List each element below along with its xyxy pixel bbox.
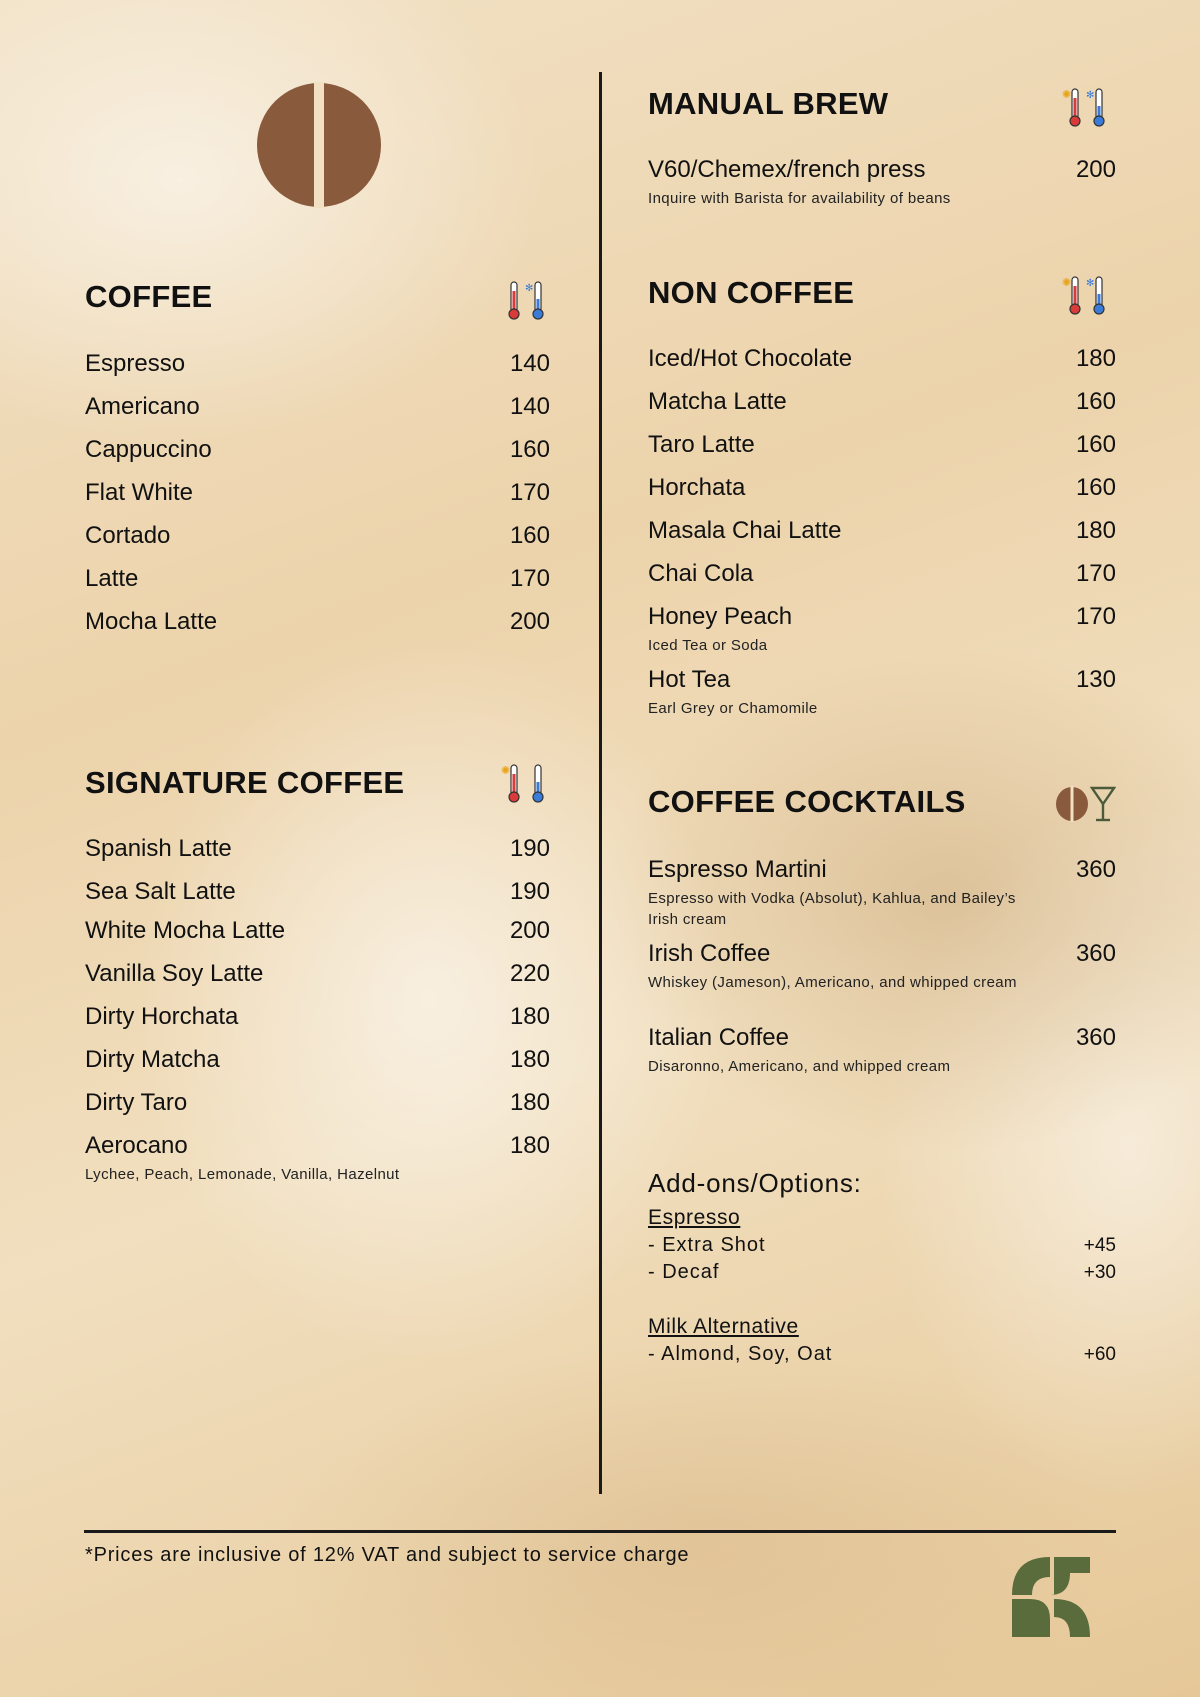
- menu-item: [85, 835, 550, 863]
- menu-item: [85, 1046, 550, 1074]
- menu-item-price: 160: [509, 522, 550, 549]
- menu-item-name: Matcha Latte: [648, 388, 787, 415]
- menu-item-name: Vanilla Soy Latte: [85, 960, 264, 987]
- addon-item-name: - Extra Shot: [648, 1234, 766, 1256]
- svg-text:✺: ✺: [1062, 88, 1072, 101]
- menu-item: [648, 388, 1116, 416]
- menu-item: [648, 666, 1116, 694]
- menu-item: [85, 1003, 550, 1031]
- menu-item-name: White Mocha Latte: [85, 917, 286, 944]
- signature-section-title: SIGNATURE COFFEE: [85, 765, 405, 800]
- menu-item: [85, 522, 550, 550]
- menu-item: [85, 350, 550, 378]
- svg-text:✻: ✻: [1086, 90, 1095, 101]
- addon-item-price: +30: [1083, 1262, 1116, 1283]
- brand-logo-icon: [1010, 1555, 1092, 1639]
- menu-item-name: Aerocano: [85, 1132, 188, 1159]
- menu-item-price: 160: [1075, 388, 1116, 415]
- menu-item-price: 170: [1075, 560, 1116, 587]
- menu-item-price: 200: [509, 608, 550, 635]
- menu-item-name: Espresso Martini: [648, 856, 827, 883]
- menu-item-name: Taro Latte: [648, 431, 755, 458]
- addons-espresso-label: Espresso: [648, 1206, 741, 1229]
- svg-text:✻: ✻: [1086, 278, 1095, 289]
- menu-item-price: 170: [509, 479, 550, 506]
- menu-item-price: 360: [1075, 856, 1116, 883]
- addon-item-name: - Decaf: [648, 1261, 720, 1283]
- menu-item-name: Honey Peach: [648, 603, 793, 630]
- menu-item-price: 200: [509, 917, 550, 944]
- menu-item-name: Irish Coffee: [648, 940, 771, 967]
- menu-item: [85, 436, 550, 464]
- menu-item-name: Chai Cola: [648, 560, 754, 587]
- menu-item-price: 160: [1075, 431, 1116, 458]
- svg-text:✺: ✺: [1062, 276, 1072, 289]
- menu-item: [648, 856, 1116, 884]
- menu-item: [85, 479, 550, 507]
- menu-item: [85, 960, 550, 988]
- menu-item: [85, 1089, 550, 1117]
- menu-item-description: Whiskey (Jameson), Americano, and whipped cream: [648, 974, 1017, 991]
- thermometer-hot-cold-icon: [1062, 274, 1114, 316]
- menu-item: [648, 940, 1116, 968]
- menu-item: [648, 156, 1116, 184]
- menu-item-price: 180: [509, 1132, 550, 1159]
- menu-item: [85, 878, 550, 906]
- menu-item-description: Lychee, Peach, Lemonade, Vanilla, Hazelnut: [85, 1166, 400, 1183]
- menu-item: [648, 517, 1116, 545]
- column-divider: [599, 72, 602, 1494]
- menu-item: [648, 345, 1116, 373]
- menu-item-name: Masala Chai Latte: [648, 517, 842, 544]
- cocktails-section-title: COFFEE COCKTAILS: [648, 784, 966, 819]
- menu-item-name: Flat White: [85, 479, 194, 506]
- menu-item-price: 180: [509, 1003, 550, 1030]
- menu-item-name: V60/Chemex/french press: [648, 156, 926, 183]
- menu-item-price: 170: [509, 565, 550, 592]
- menu-item: [85, 565, 550, 593]
- menu-item-price: 130: [1075, 666, 1116, 693]
- vat-footnote: *Prices are inclusive of 12% VAT and subject to service charge: [85, 1544, 690, 1566]
- menu-item-price: 140: [509, 350, 550, 377]
- menu-item-name: Dirty Matcha: [85, 1046, 220, 1073]
- svg-text:✺: ✺: [501, 764, 511, 777]
- menu-item: [648, 603, 1116, 631]
- footer-divider: [84, 1530, 1116, 1533]
- menu-item-name: Americano: [85, 393, 200, 420]
- menu-item-description: Disaronno, Americano, and whipped cream: [648, 1058, 951, 1075]
- bean-and-martini-glass-icon: [1054, 784, 1116, 824]
- menu-item-name: Cortado: [85, 522, 171, 549]
- menu-item: [648, 560, 1116, 588]
- menu-item-name: Cappuccino: [85, 436, 212, 463]
- menu-item: [85, 1132, 550, 1160]
- menu-item: [85, 393, 550, 421]
- menu-item-price: 190: [509, 835, 550, 862]
- menu-item: [85, 608, 550, 636]
- menu-item-price: 180: [1075, 517, 1116, 544]
- menu-item-name: Hot Tea: [648, 666, 731, 693]
- non-coffee-section-title: NON COFFEE: [648, 275, 855, 310]
- menu-item-name: Spanish Latte: [85, 835, 232, 862]
- addons-title: Add-ons/Options:: [648, 1168, 862, 1198]
- menu-item: [85, 917, 550, 945]
- menu-item-name: Latte: [85, 565, 139, 592]
- menu-item-price: 180: [509, 1089, 550, 1116]
- menu-item-name: Sea Salt Latte: [85, 878, 236, 905]
- menu-item-price: 190: [509, 878, 550, 905]
- menu-item-name: Iced/Hot Chocolate: [648, 345, 853, 372]
- thermometer-hot-cold-icon: [1062, 86, 1114, 128]
- menu-item-description: Inquire with Barista for availability of beans: [648, 190, 951, 207]
- menu-item-name: Espresso: [85, 350, 186, 377]
- menu-item-description: Iced Tea or Soda: [648, 637, 768, 654]
- addons-milk-label: Milk Alternative: [648, 1315, 799, 1338]
- coffee-section-title: COFFEE: [85, 279, 213, 314]
- menu-item: [648, 1024, 1116, 1052]
- menu-item: [648, 474, 1116, 502]
- thermometer-hot-cold-icon: [501, 279, 553, 321]
- menu-item-name: Italian Coffee: [648, 1024, 789, 1051]
- menu-item-name: Dirty Horchata: [85, 1003, 239, 1030]
- menu-item-price: 160: [1075, 474, 1116, 501]
- coffee-bean-icon: [256, 82, 382, 208]
- menu-item-price: 170: [1075, 603, 1116, 630]
- menu-item-description: Earl Grey or Chamomile: [648, 700, 818, 717]
- menu-item-price: 180: [509, 1046, 550, 1073]
- addon-item-price: +60: [1083, 1344, 1116, 1365]
- menu-item: [648, 431, 1116, 459]
- svg-text:✻: ✻: [525, 283, 534, 294]
- menu-item-price: 360: [1075, 1024, 1116, 1051]
- menu-item-price: 200: [1075, 156, 1116, 183]
- menu-item-price: 220: [509, 960, 550, 987]
- menu-item-price: 180: [1075, 345, 1116, 372]
- menu-item-price: 360: [1075, 940, 1116, 967]
- manual-brew-section-title: MANUAL BREW: [648, 86, 889, 121]
- menu-item-price: 160: [509, 436, 550, 463]
- addon-item: [648, 1261, 1116, 1284]
- menu-item-name: Dirty Taro: [85, 1089, 188, 1116]
- menu-item-name: Mocha Latte: [85, 608, 218, 635]
- addon-item-price: +45: [1083, 1235, 1116, 1256]
- thermometer-hot-cold-icon: [501, 762, 553, 804]
- addon-item-name: - Almond, Soy, Oat: [648, 1343, 833, 1365]
- menu-item-name: Horchata: [648, 474, 746, 501]
- menu-item-description: Espresso with Vodka (Absolut), Kahlua, and Bailey’s Irish cream: [648, 890, 1016, 928]
- menu-item-price: 140: [509, 393, 550, 420]
- addon-item: [648, 1343, 1116, 1366]
- addon-item: [648, 1234, 1116, 1257]
